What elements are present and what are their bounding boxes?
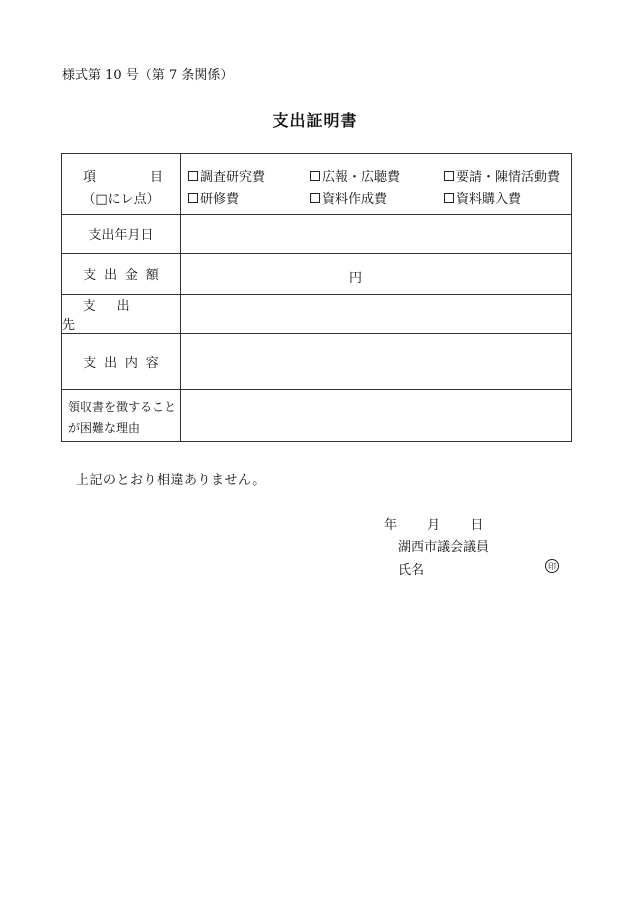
checkbox-box[interactable] <box>188 171 198 181</box>
checkbox-material-creation[interactable] <box>310 188 387 207</box>
amount-label: 支出金額 <box>83 268 167 283</box>
item-label <box>83 166 163 185</box>
checkbox-label: 資料購入費 <box>456 192 522 207</box>
checkbox-label: 資料作成費 <box>322 192 388 207</box>
checkbox-label: 調査研究費 <box>200 170 266 185</box>
checkbox-label: 広報・広聴費 <box>322 170 401 185</box>
column-divider <box>180 154 181 441</box>
date-label: 支出年月日 <box>88 228 154 243</box>
seal-mark: 印 <box>545 559 559 573</box>
checkbox-label: 研修費 <box>200 192 240 207</box>
checkbox-research[interactable] <box>188 166 265 185</box>
checkbox-box[interactable] <box>188 193 198 203</box>
checkbox-material-purchase[interactable] <box>444 188 521 207</box>
row-divider <box>62 389 571 390</box>
checkbox-box[interactable] <box>310 193 320 203</box>
name-label: 氏名 <box>398 563 425 578</box>
certification-statement: 上記のとおり相違ありません。 <box>76 473 266 488</box>
item-sublabel: （□にレ点） <box>82 192 160 207</box>
month-label: 月 <box>427 518 441 533</box>
checkbox-box[interactable] <box>444 193 454 203</box>
organization: 湖西市議会議員 <box>398 540 490 555</box>
amount-unit: 円 <box>349 271 363 286</box>
checkbox-label: 要請・陳情活動費 <box>456 170 561 185</box>
checkbox-box[interactable] <box>444 171 454 181</box>
item-label-left: 項 <box>83 170 97 185</box>
checkbox-training[interactable] <box>188 188 239 207</box>
checkbox-petition[interactable] <box>444 166 560 185</box>
form-number: 様式第 10 号（第 7 条関係） <box>62 68 234 83</box>
checkbox-box[interactable] <box>310 171 320 181</box>
payee-label: 支出先 <box>62 298 151 333</box>
date-line <box>384 514 483 533</box>
day-label: 日 <box>470 518 484 533</box>
document-title: 支出証明書 <box>272 111 358 130</box>
name-line <box>398 559 563 578</box>
year-label: 年 <box>384 518 398 533</box>
reason-label-line2: が困難な理由 <box>68 421 141 435</box>
reason-label-line1: 領収書を徴すること <box>68 400 177 414</box>
checkbox-publicity[interactable] <box>310 166 400 185</box>
expense-certificate-table <box>61 153 572 442</box>
content-label: 支出内容 <box>83 355 167 371</box>
item-label-right: 目 <box>149 170 163 185</box>
